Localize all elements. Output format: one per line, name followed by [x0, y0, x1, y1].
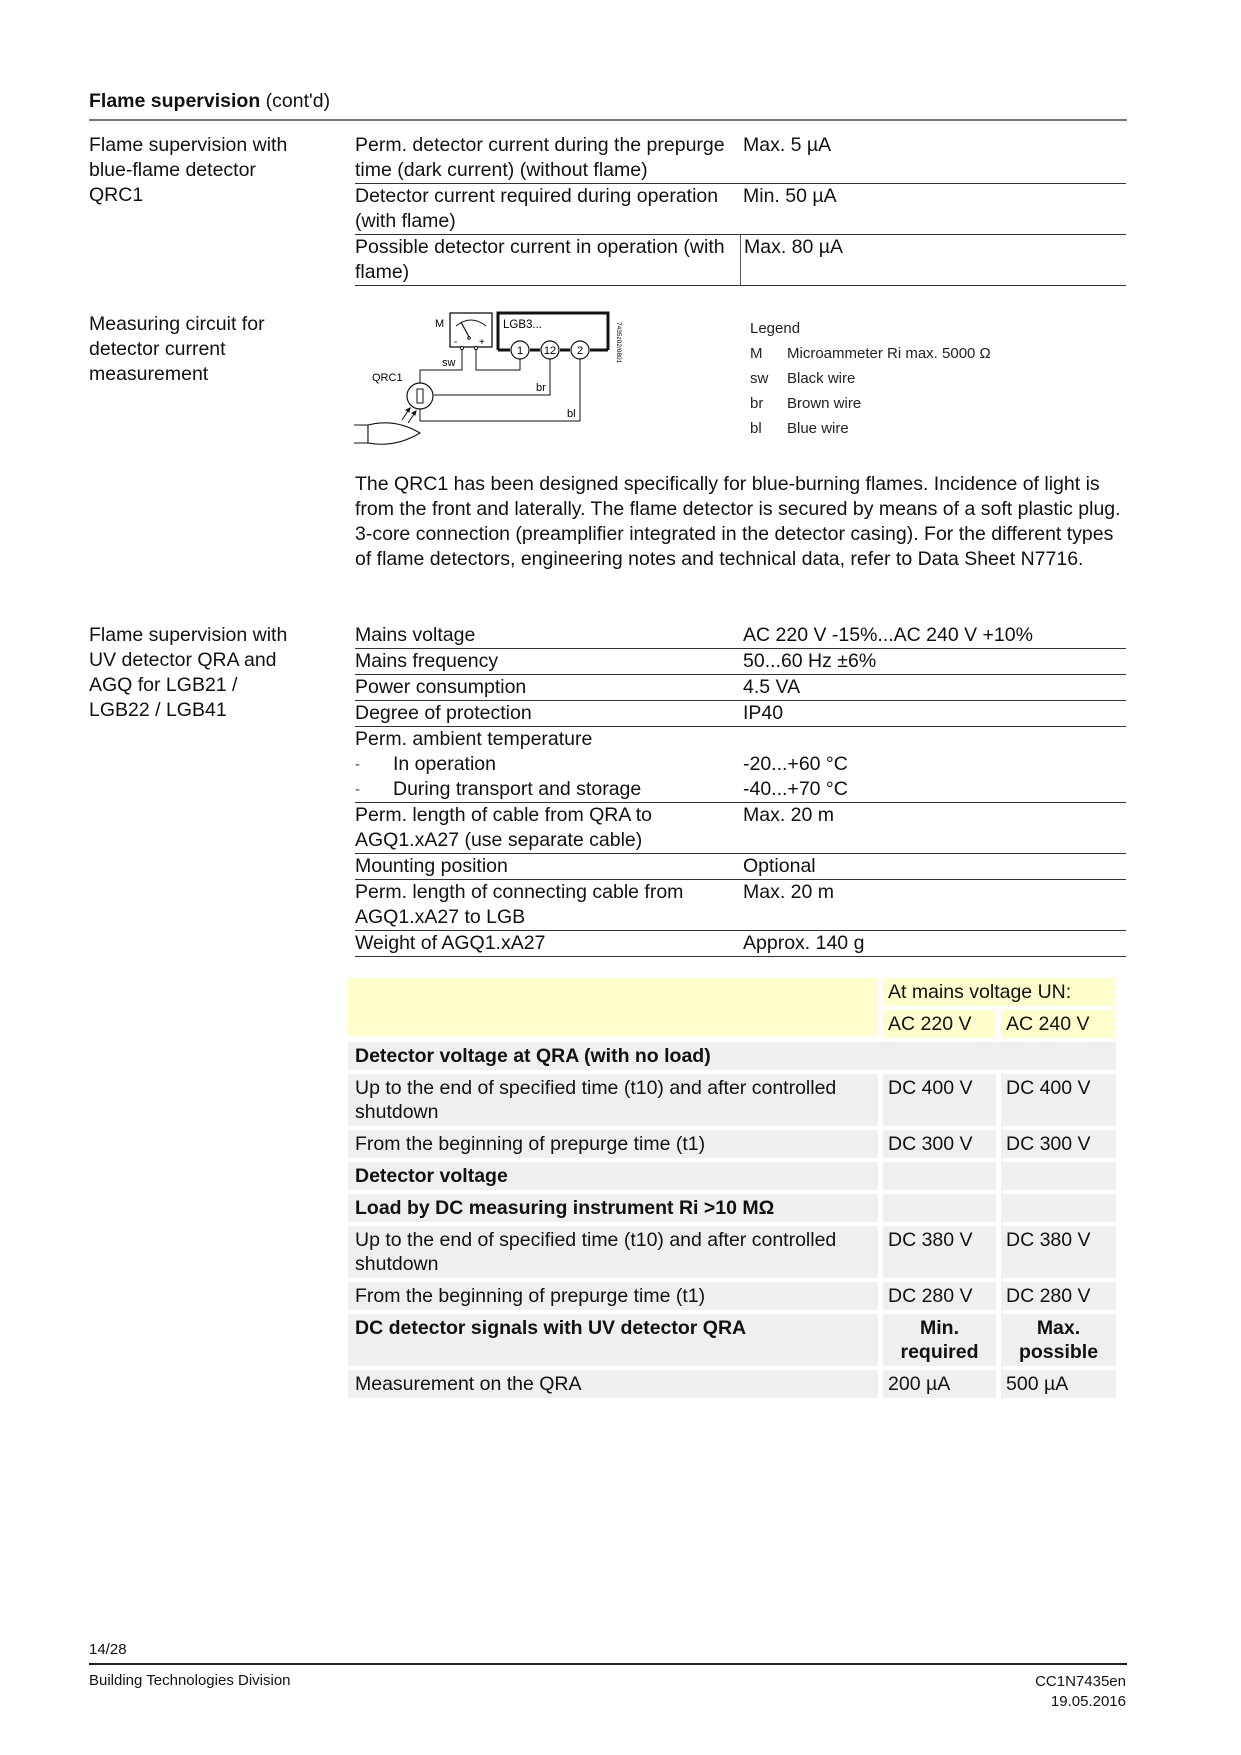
- drawing-id: 7435z02/0801: [615, 322, 622, 364]
- spec-row: Possible detector current in operation (with flame) Max. 80 µA: [355, 235, 1126, 286]
- value-ac240: [1001, 1194, 1116, 1222]
- legend-item: bl Blue wire: [750, 420, 849, 437]
- spec-row: Perm. length of cable from QRA to AGQ1.xA27 (use separate cable) Max. 20 m: [355, 803, 1126, 854]
- value-ac220: Min. required: [883, 1314, 996, 1366]
- footer-rule: [89, 1663, 1127, 1665]
- value-ac220: DC 380 V: [883, 1226, 996, 1278]
- voltage-table-row: [348, 1162, 1116, 1190]
- value-ac240: DC 280 V: [1001, 1282, 1116, 1310]
- spec-row: Perm. length of connecting cable from AGQ1.xA27 to LGB Max. 20 m: [355, 880, 1126, 931]
- voltage-table-row: [348, 1130, 1116, 1158]
- section-title: Flame supervision (cont'd): [89, 90, 331, 112]
- row-label: From the beginning of prepurge time (t1): [348, 1282, 878, 1310]
- voltage-table-row: [348, 1226, 1116, 1278]
- value-ac240: 500 µA: [1001, 1370, 1116, 1398]
- meter-plus-label: +: [479, 337, 485, 348]
- voltage-table-row: [348, 1314, 1116, 1366]
- value-ac220: 200 µA: [883, 1370, 996, 1398]
- lgb3-device: [498, 313, 608, 359]
- value-ac240: DC 400 V: [1001, 1074, 1116, 1126]
- svg-text:1: 1: [516, 345, 524, 357]
- row-label: DC detector signals with UV detector QRA: [348, 1314, 878, 1366]
- value-ac220: DC 400 V: [883, 1074, 996, 1126]
- voltage-table-row: [348, 1042, 1116, 1070]
- row-label: Detector voltage at QRA (with no load): [348, 1042, 1116, 1070]
- qrc1-spec-table: [355, 133, 1126, 286]
- page-number: 14/28: [89, 1641, 127, 1658]
- value-ac220: [883, 1194, 996, 1222]
- wire-bl-label: bl: [567, 408, 576, 420]
- value-ac220: [883, 1162, 996, 1190]
- legend-title: Legend: [750, 320, 801, 337]
- svg-text:12: 12: [543, 345, 557, 357]
- voltage-table-row: [348, 1282, 1116, 1310]
- spec-row: Mains voltage AC 220 V -15%...AC 240 V +10%: [355, 623, 1126, 649]
- wire-br-label: br: [536, 382, 546, 394]
- detector-label: QRC1: [372, 372, 403, 384]
- meter-minus-label: -: [454, 337, 458, 348]
- voltage-table-header: [348, 978, 1116, 1038]
- spec-row-temperature: Perm. ambient temperature - In operation - During transport and storage -20...+60 °C -40...+70 °C: [355, 727, 1126, 803]
- spec-row: Perm. detector current during the prepurge time (dark current) (without flame) Max. 5 µA: [355, 133, 1126, 184]
- row-label: From the beginning of prepurge time (t1): [348, 1130, 878, 1158]
- device-label: LGB3...: [503, 319, 542, 331]
- uv-spec-table: [355, 623, 1126, 957]
- legend-item: sw Black wire: [750, 370, 856, 387]
- measuring-circuit-diagram: [340, 300, 660, 460]
- spec-row: Degree of protection IP40: [355, 701, 1126, 727]
- header-ac220: AC 220 V: [883, 1010, 996, 1038]
- spec-row: Mains frequency 50...60 Hz ±6%: [355, 649, 1126, 675]
- value-ac240: Max. possible: [1001, 1314, 1116, 1366]
- value-ac240: DC 380 V: [1001, 1226, 1116, 1278]
- light-arrows-icon: [402, 408, 416, 423]
- row-label: Detector voltage: [348, 1162, 878, 1190]
- header-mains-voltage: At mains voltage UN:: [883, 978, 1116, 1006]
- legend-item: M Microammeter Ri max. 5000 Ω: [750, 345, 991, 362]
- spec-row: Weight of AGQ1.xA27 Approx. 140 g: [355, 931, 1126, 957]
- measuring-section-label: Measuring circuit for detector current measurement: [89, 313, 265, 385]
- row-label: Up to the end of specified time (t10) and after controlled shutdown: [348, 1226, 878, 1278]
- qrc1-detector-icon: [407, 383, 433, 409]
- legend-item: br Brown wire: [750, 395, 862, 412]
- row-label: Up to the end of specified time (t10) and after controlled shutdown: [348, 1074, 878, 1126]
- footer-date: 19.05.2016: [1050, 1693, 1126, 1710]
- qrc1-section-label: Flame supervision with blue-flame detector QRC1: [89, 134, 288, 206]
- footer-division: Building Technologies Division: [89, 1672, 291, 1689]
- row-label: Load by DC measuring instrument Ri >10 MΩ: [348, 1194, 878, 1222]
- microammeter-icon: [450, 313, 492, 350]
- spec-row: Power consumption 4.5 VA: [355, 675, 1126, 701]
- voltage-table-row: [348, 1194, 1116, 1222]
- value-ac220: DC 300 V: [883, 1130, 996, 1158]
- detector-voltage-table: [348, 978, 1116, 1402]
- spec-row: Detector current required during operation (with flame) Min. 50 µA: [355, 184, 1126, 235]
- flame-icon: [354, 423, 420, 444]
- footer-doc-info: [1035, 1672, 1126, 1712]
- spec-row: Mounting position Optional: [355, 854, 1126, 880]
- svg-text:2: 2: [576, 345, 584, 357]
- header-rule: [89, 119, 1127, 121]
- diagram-legend: [750, 316, 991, 441]
- footer-doc-id: CC1N7435en: [1035, 1673, 1126, 1690]
- qrc1-description: The QRC1 has been designed specifically for blue-burning flames. Incidence of light is from the front and laterally. The flame detector is secured by means of a soft plastic plug. 3-core connection (preamplifier integrated in the detector casing). For the different types of flame detectors, engineering notes and technical data, refer to Data Sheet N7716.: [355, 473, 1121, 570]
- meter-label: M: [435, 318, 445, 330]
- row-label: Measurement on the QRA: [348, 1370, 878, 1398]
- header-ac240: AC 240 V: [1001, 1010, 1116, 1038]
- wire-sw-label: sw: [442, 357, 456, 369]
- uv-section-label: Flame supervision with UV detector QRA and AGQ for LGB21 / LGB22 / LGB41: [89, 624, 288, 721]
- voltage-table-row: [348, 1370, 1116, 1398]
- value-ac240: DC 300 V: [1001, 1130, 1116, 1158]
- value-ac220: DC 280 V: [883, 1282, 996, 1310]
- voltage-table-row: [348, 1074, 1116, 1126]
- value-ac240: [1001, 1162, 1116, 1190]
- voltage-table-body: [348, 1042, 1116, 1398]
